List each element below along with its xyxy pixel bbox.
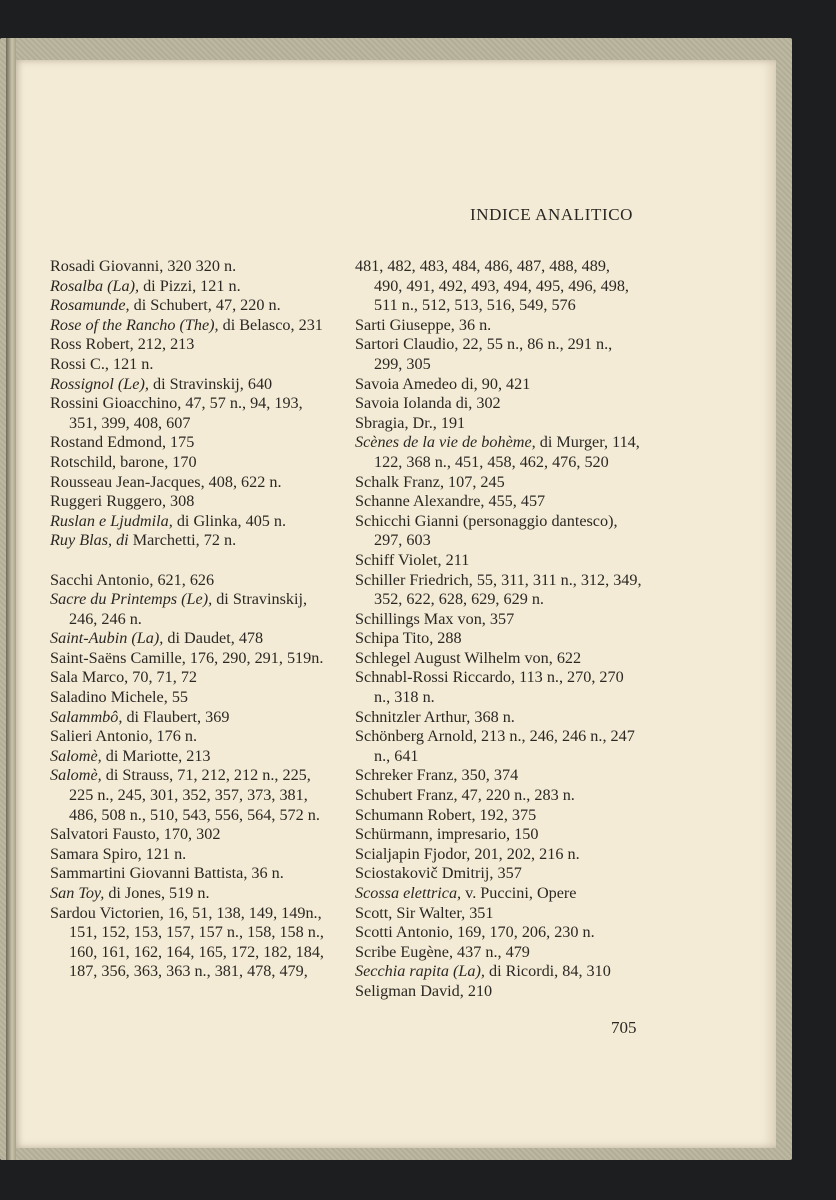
index-entry-title: Salammbô, bbox=[50, 707, 123, 726]
index-entry-title: Salomè, bbox=[50, 746, 102, 765]
index-entry bbox=[355, 904, 642, 924]
index-entry bbox=[355, 708, 642, 728]
index-entry-text: Samara Spiro, 121 n. bbox=[50, 844, 187, 863]
index-entry-text: Schubert Franz, 47, 220 n., 283 n. bbox=[355, 786, 575, 805]
index-entry-text: Salvatori Fausto, 170, 302 bbox=[50, 825, 221, 844]
index-entry-text: Rousseau Jean-Jacques, 408, 622 n. bbox=[50, 472, 282, 491]
index-entry bbox=[355, 923, 642, 943]
index-entry-text: Schanne Alexandre, 455, 457 bbox=[355, 492, 546, 511]
index-entry bbox=[50, 296, 335, 316]
index-entry bbox=[50, 708, 335, 728]
index-entry-text: Schumann Robert, 192, 375 bbox=[355, 805, 537, 824]
index-entry-text: Sarti Giuseppe, 36 n. bbox=[355, 315, 492, 334]
index-entry bbox=[355, 649, 642, 669]
index-entry-text: di Flaubert, 369 bbox=[122, 707, 230, 726]
index-entry-text: Sciostakovič Dmitrij, 357 bbox=[355, 864, 522, 883]
index-entry-text: Saint-Saëns Camille, 176, 290, 291, 519n. bbox=[50, 648, 324, 667]
index-entry-text: Ruggeri Ruggero, 308 bbox=[50, 492, 195, 511]
index-entry-title: Secchia rapita (La), bbox=[355, 962, 485, 981]
index-entry bbox=[355, 766, 642, 786]
index-entry bbox=[50, 473, 335, 493]
index-entry bbox=[50, 394, 335, 433]
index-entry bbox=[50, 335, 335, 355]
index-entry-title: Sacre du Printemps (Le), bbox=[50, 590, 213, 609]
index-entry-text: di Murger, 114, 122, 368 n., 451, 458, 462, 476, 520 bbox=[374, 433, 640, 471]
index-column-left bbox=[50, 257, 335, 982]
index-entry-text: di Schubert, 47, 220 n. bbox=[129, 296, 281, 315]
index-entry bbox=[50, 864, 335, 884]
index-entry-text: Rossi C., 121 n. bbox=[50, 354, 154, 373]
index-entry-title: Ruslan e Ljudmila, bbox=[50, 511, 173, 530]
book-spine-edge bbox=[6, 38, 16, 1160]
page-number: 705 bbox=[611, 1018, 637, 1037]
index-entry-text: Sartori Claudio, 22, 55 n., 86 n., 291 n., 299, 305 bbox=[355, 335, 613, 373]
index-entry-text: Sacchi Antonio, 621, 626 bbox=[50, 570, 215, 589]
index-entry-text: di Daudet, 478 bbox=[163, 629, 264, 648]
index-entry bbox=[50, 904, 335, 982]
index-entry bbox=[50, 688, 335, 708]
index-entry bbox=[50, 492, 335, 512]
index-entry-title: Rossignol (Le), bbox=[50, 374, 149, 393]
index-entry bbox=[50, 727, 335, 747]
index-entry bbox=[355, 864, 642, 884]
index-entry-text: di Mariotte, 213 bbox=[101, 746, 211, 765]
index-entry bbox=[50, 531, 335, 551]
index-entry bbox=[50, 277, 335, 297]
index-entry bbox=[355, 668, 642, 707]
index-entry bbox=[355, 316, 642, 336]
index-entry bbox=[50, 257, 335, 277]
index-entry-text: Savoia Amedeo di, 90, 421 bbox=[355, 374, 531, 393]
index-entry-text: Scott, Sir Walter, 351 bbox=[355, 903, 494, 922]
index-entry-text: Schnabl-Rossi Riccardo, 113 n., 270, 270 n., 318 n. bbox=[355, 668, 624, 707]
index-entry bbox=[355, 571, 642, 610]
index-entry bbox=[50, 316, 335, 336]
index-entry bbox=[355, 414, 642, 434]
index-entry bbox=[355, 610, 642, 630]
index-entry-text: 481, 482, 483, 484, 486, 487, 488, 489, 490, 491, 492, 493, 494, 495, 496, 498, 511 n., 512, 513, 516, 549, 576 bbox=[355, 257, 629, 315]
index-entry-text: Rostand Edmond, 175 bbox=[50, 433, 195, 452]
index-column-right bbox=[355, 257, 642, 1002]
index-entry-text: Schiller Friedrich, 55, 311, 311 n., 312, 349, 352, 622, 628, 629, 629 n. bbox=[355, 570, 642, 609]
letter-section-gap bbox=[50, 551, 335, 571]
index-entry bbox=[355, 335, 642, 374]
index-entry bbox=[50, 668, 335, 688]
index-entry-text: Schicchi Gianni (personaggio dantesco), 297, 603 bbox=[355, 511, 618, 550]
index-entry-text: Sardou Victorien, 16, 51, 138, 149, 149n., 151, 152, 153, 157, 157 n., 158, 158 n., 160, 161, 162, 164, 165, 172, 182, 184, 187, 356, 363, 363 n., 381, 478, 479, bbox=[50, 903, 324, 981]
index-entry bbox=[50, 512, 335, 532]
index-entry bbox=[355, 727, 642, 766]
index-entry-title: Rosamunde, bbox=[50, 296, 130, 315]
index-entry bbox=[355, 257, 642, 316]
index-entry-text: Sbragia, Dr., 191 bbox=[355, 413, 466, 432]
index-entry bbox=[355, 982, 642, 1002]
index-entry-text: Rossini Gioacchino, 47, 57 n., 94, 193, 351, 399, 408, 607 bbox=[50, 394, 303, 432]
index-entry bbox=[355, 512, 642, 551]
index-entry-text: Schalk Franz, 107, 245 bbox=[355, 472, 505, 491]
index-entry-text: Scialjapin Fjodor, 201, 202, 216 n. bbox=[355, 844, 580, 863]
index-entry bbox=[355, 962, 642, 982]
index-entry-title: Rose of the Rancho (The), bbox=[50, 315, 219, 334]
index-entry-title: Rosalba (La), bbox=[50, 276, 140, 295]
index-entry bbox=[50, 845, 335, 865]
index-entry bbox=[355, 806, 642, 826]
index-entry-text: di Glinka, 405 n. bbox=[172, 511, 287, 530]
index-entry-title: Saint-Aubin (La), bbox=[50, 629, 164, 648]
index-entry bbox=[50, 590, 335, 629]
index-entry-title: San Toy, bbox=[50, 884, 105, 902]
index-entry-text: Schipa Tito, 288 bbox=[355, 629, 462, 648]
index-entry-text: Schiff Violet, 211 bbox=[355, 550, 470, 569]
index-entry bbox=[50, 433, 335, 453]
index-entry-text: di Jones, 519 n. bbox=[104, 884, 210, 902]
index-entry-text: Schnitzler Arthur, 368 n. bbox=[355, 707, 515, 726]
index-entry-text: di Belasco, 231 bbox=[218, 315, 323, 334]
index-entry bbox=[50, 375, 335, 395]
index-entry bbox=[50, 355, 335, 375]
index-entry bbox=[355, 884, 642, 904]
index-entry bbox=[355, 845, 642, 865]
index-entry-text: Scotti Antonio, 169, 170, 206, 230 n. bbox=[355, 923, 595, 942]
index-entry bbox=[355, 473, 642, 493]
index-entry-text: Salieri Antonio, 176 n. bbox=[50, 727, 198, 746]
index-entry bbox=[355, 492, 642, 512]
index-entry bbox=[355, 825, 642, 845]
index-entry bbox=[50, 649, 335, 669]
index-entry-text: Marchetti, 72 n. bbox=[128, 531, 237, 550]
index-entry-text: Scribe Eugène, 437 n., 479 bbox=[355, 942, 530, 961]
index-entry-text: Ross Robert, 212, 213 bbox=[50, 335, 195, 354]
index-entry-text: di Pizzi, 121 n. bbox=[139, 276, 241, 295]
index-entry bbox=[50, 825, 335, 845]
index-entry bbox=[50, 571, 335, 591]
index-entry-text: Rosadi Giovanni, 320 320 n. bbox=[50, 257, 237, 275]
index-entry bbox=[50, 766, 335, 825]
index-entry-text: Schlegel August Wilhelm von, 622 bbox=[355, 648, 582, 667]
index-entry-title: Salomè, bbox=[50, 766, 102, 785]
index-entry-text: Rotschild, barone, 170 bbox=[50, 452, 197, 471]
index-entry-title: Ruy Blas, di bbox=[50, 531, 129, 550]
index-entry bbox=[355, 786, 642, 806]
index-entry-text: di Strauss, 71, 212, 212 n., 225, 225 n., 245, 301, 352, 357, 373, 381, 486, 508 n., 510, 543, 556, 564, 572 n. bbox=[69, 766, 320, 824]
index-entry-text: Schillings Max von, 357 bbox=[355, 609, 515, 628]
running-head: INDICE ANALITICO bbox=[470, 205, 634, 224]
index-entry bbox=[355, 433, 642, 472]
index-entry bbox=[355, 551, 642, 571]
index-entry-title: Scènes de la vie de bohème, bbox=[355, 433, 536, 452]
index-entry bbox=[355, 375, 642, 395]
index-entry-title: Scossa elettrica, bbox=[355, 884, 462, 902]
index-entry-text: v. Puccini, Opere bbox=[461, 884, 577, 902]
index-entry bbox=[355, 629, 642, 649]
index-entry bbox=[355, 943, 642, 963]
index-entry-text: Savoia Iolanda di, 302 bbox=[355, 394, 501, 413]
index-entry-text: Schreker Franz, 350, 374 bbox=[355, 766, 519, 785]
index-entry-text: di Stravinskij, 640 bbox=[148, 374, 273, 393]
index-entry-text: di Stravinskij, 246, 246 n. bbox=[69, 590, 308, 628]
index-entry-text: Schönberg Arnold, 213 n., 246, 246 n., 247 n., 641 bbox=[355, 727, 635, 765]
index-entry-text: di Ricordi, 84, 310 bbox=[484, 962, 611, 981]
index-entry bbox=[50, 453, 335, 473]
index-entry-text: Schürmann, impresario, 150 bbox=[355, 825, 539, 844]
index-entry bbox=[50, 629, 335, 649]
index-entry bbox=[50, 747, 335, 767]
index-entry bbox=[50, 884, 335, 904]
index-entry-text: Seligman David, 210 bbox=[355, 981, 493, 1000]
index-entry-text: Sammartini Giovanni Battista, 36 n. bbox=[50, 864, 284, 883]
index-entry bbox=[355, 394, 642, 414]
index-entry-text: Sala Marco, 70, 71, 72 bbox=[50, 668, 198, 687]
index-entry-text: Saladino Michele, 55 bbox=[50, 688, 189, 707]
